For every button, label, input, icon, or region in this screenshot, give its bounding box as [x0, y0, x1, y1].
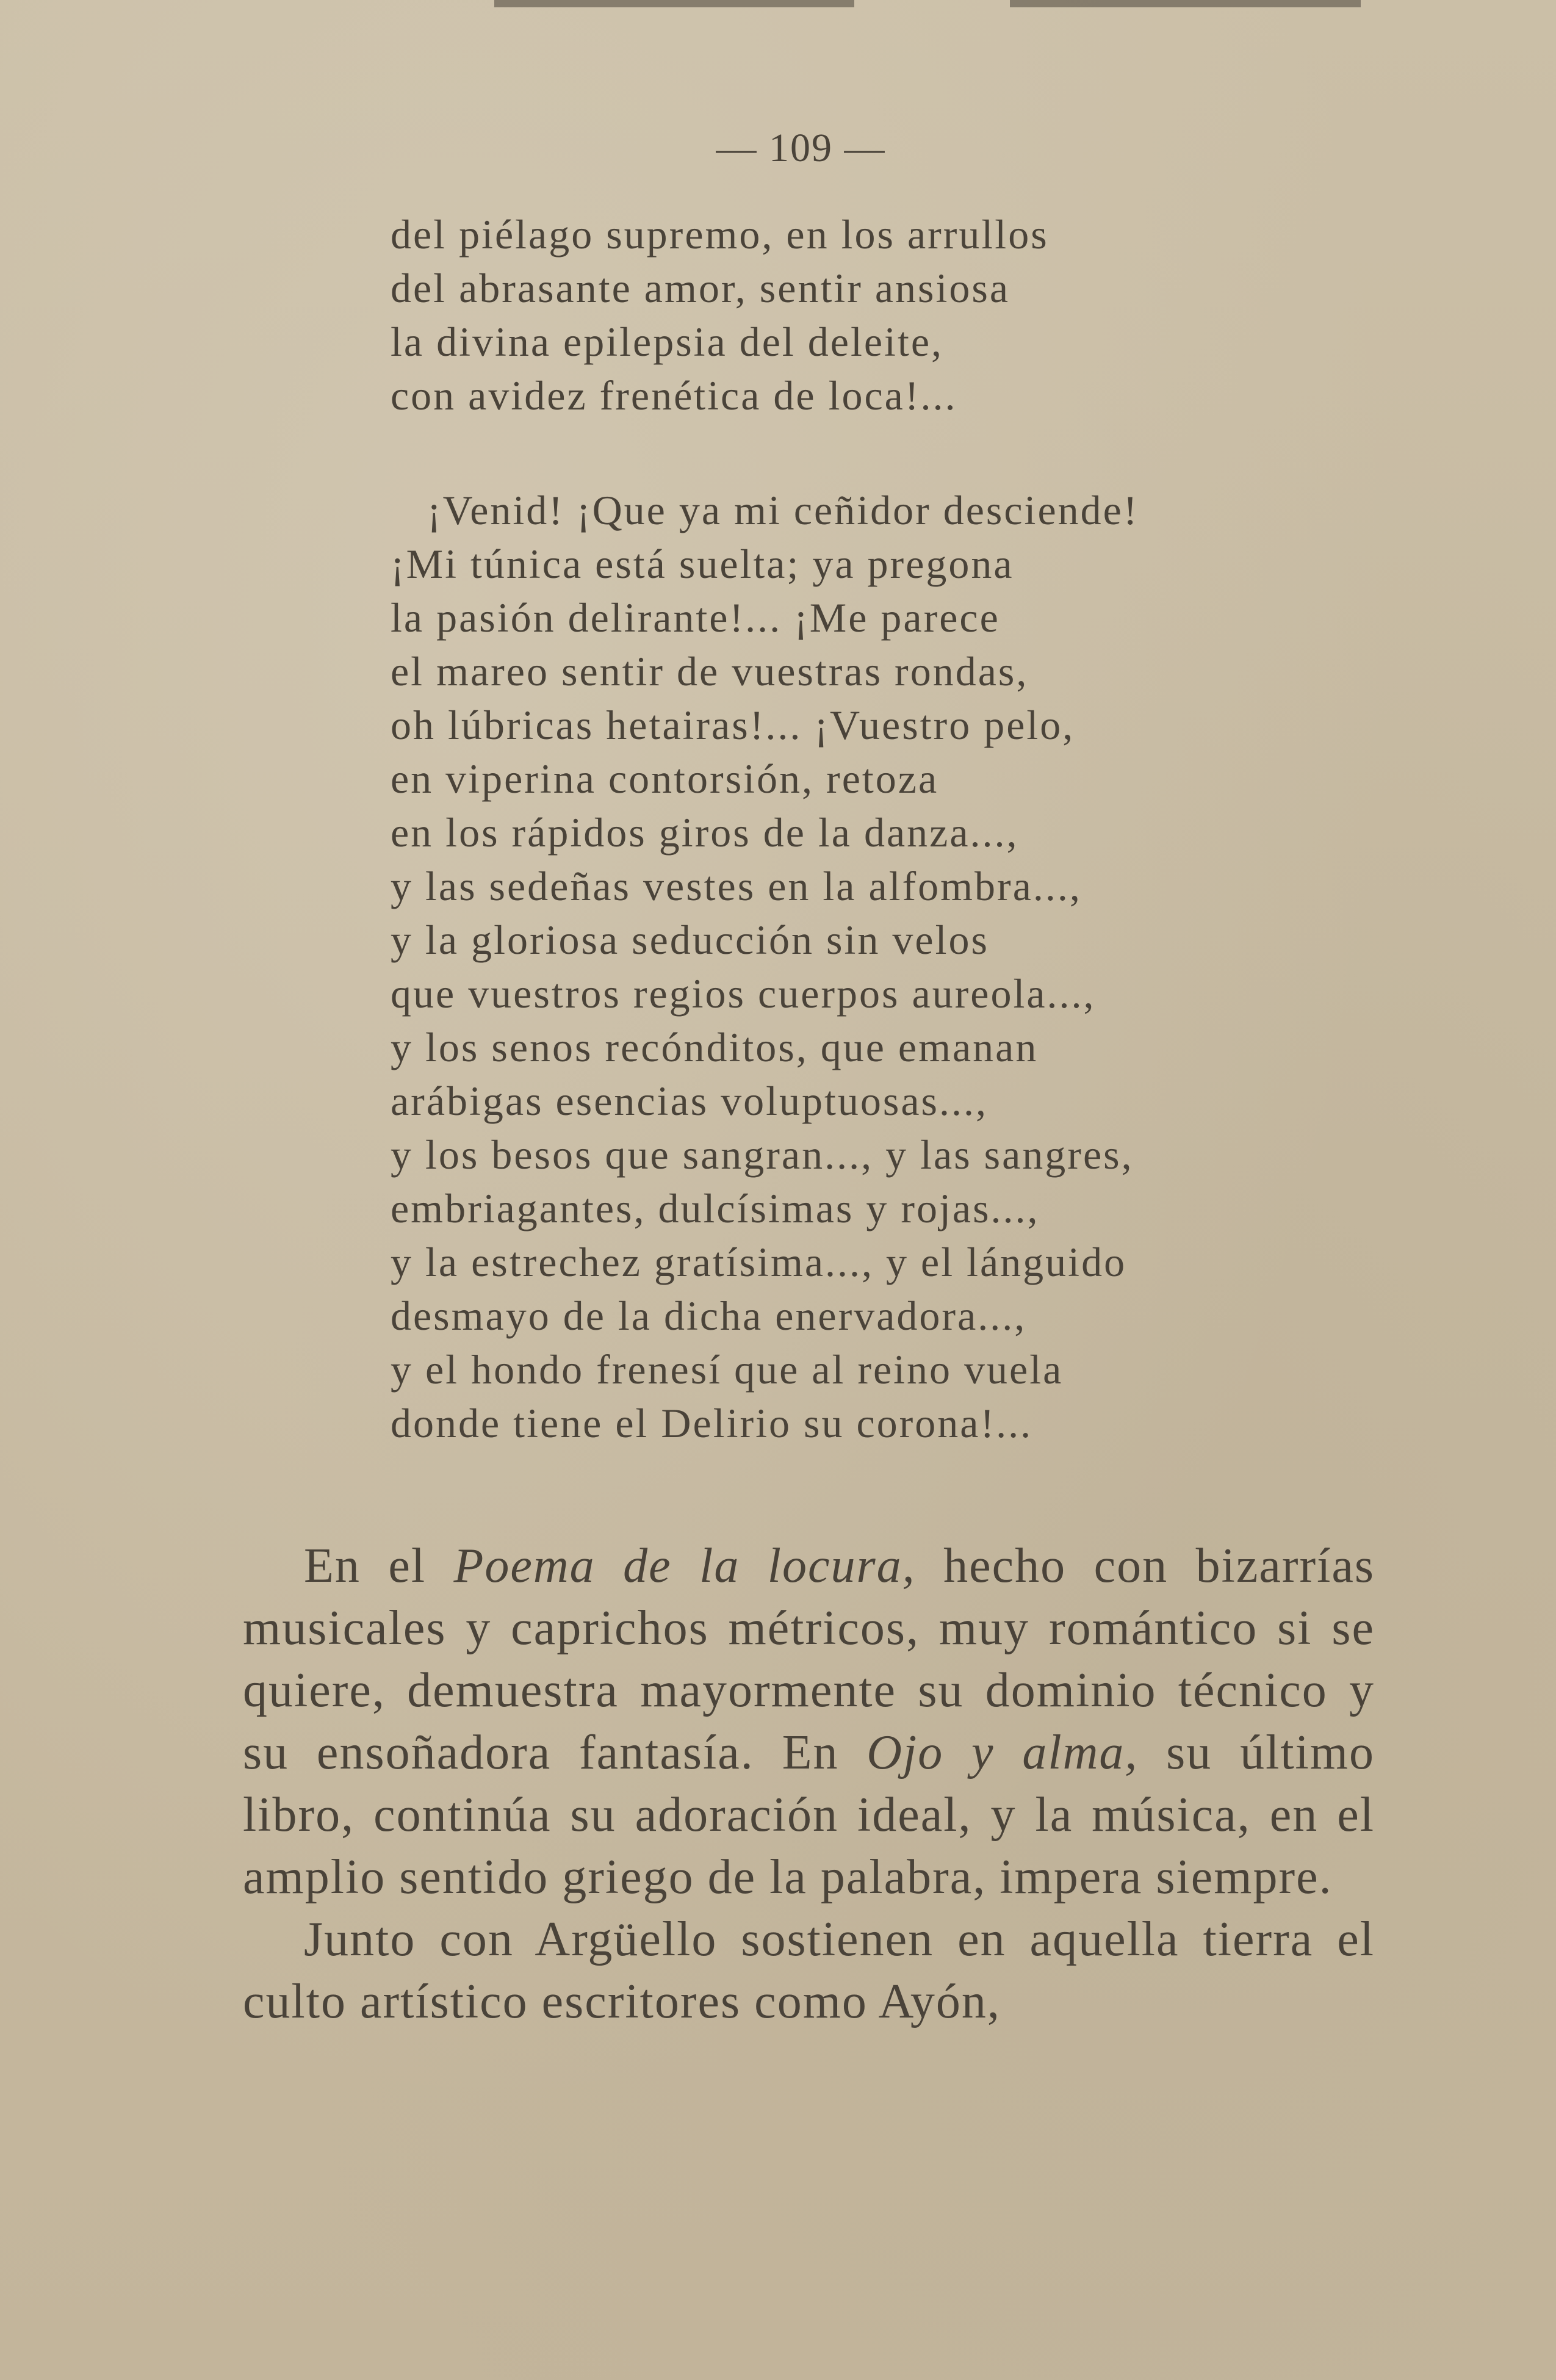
- verse-line: ¡Venid! ¡Que ya mi ceñidor desciende!: [427, 487, 1139, 533]
- verse-line: y el hondo frenesí que al reino vuela: [391, 1346, 1064, 1393]
- verse-line: del abrasante amor, sentir ansiosa: [391, 265, 1010, 311]
- text-run: hecho con bizarrías musicales y caprichos métricos, muy romántico si se quiere, demuestra mayormente su dominio técnico y su ensoñadora fantasía. En: [243, 1539, 1375, 1780]
- verse-line: en los rápidos giros de la danza...,: [391, 809, 1019, 856]
- verse-line: arábigas esencias voluptuosas...,: [391, 1078, 988, 1124]
- top-edge-rule: [494, 0, 854, 7]
- verse-line: la pasión delirante!... ¡Me parece: [391, 594, 1000, 641]
- work-title: Ojo y alma,: [866, 1726, 1139, 1780]
- verse-line: oh lúbricas hetairas!... ¡Vuestro pelo,: [391, 702, 1075, 748]
- verse-line: la divina epilepsia del deleite,: [391, 319, 944, 365]
- verse-line: donde tiene el Delirio su corona!...: [391, 1400, 1033, 1446]
- verse-line: y las sedeñas vestes en la alfombra...,: [391, 863, 1082, 909]
- text-run: su último libro, continúa su adoración ideal, y la música, en el amplio sentido griego de la palabra, impera siempre.: [243, 1726, 1375, 1904]
- text-run: En el: [304, 1539, 454, 1593]
- verse-line: que vuestros regios cuerpos aureola...,: [391, 970, 1096, 1017]
- verse-line: en viperina contorsión, retoza: [391, 755, 939, 802]
- poem-excerpt: [391, 207, 1306, 1450]
- verse-line: embriagantes, dulcísimas y rojas...,: [391, 1185, 1040, 1231]
- work-title: Poema de la locura,: [453, 1539, 916, 1593]
- paragraph: [243, 1535, 1375, 1908]
- top-edge-rule: [1010, 0, 1361, 7]
- body-text: [243, 1535, 1375, 2033]
- verse-line: con avidez frenética de loca!...: [391, 372, 957, 419]
- stanza: [391, 207, 1306, 422]
- verse-line: y la estrechez gratísima..., y el lánguido: [391, 1239, 1127, 1285]
- paragraph: Junto con Argüello sostienen en aquella tierra el culto artístico escritores como Ayón,: [243, 1913, 1375, 2028]
- verse-line: el mareo sentir de vuestras rondas,: [391, 648, 1029, 694]
- verse-line: y la gloriosa seducción sin velos: [391, 917, 989, 963]
- verse-line: y los besos que sangran..., y las sangres,: [391, 1131, 1134, 1178]
- verse-line: y los senos recónditos, que emanan: [391, 1024, 1039, 1070]
- verse-line: ¡Mi túnica está suelta; ya pregona: [391, 541, 1014, 587]
- page-number: — 109 —: [716, 126, 886, 170]
- verse-line: desmayo de la dicha enervadora...,: [391, 1293, 1027, 1339]
- stanza: [391, 483, 1306, 1450]
- verse-line: del piélago supremo, en los arrullos: [391, 211, 1049, 258]
